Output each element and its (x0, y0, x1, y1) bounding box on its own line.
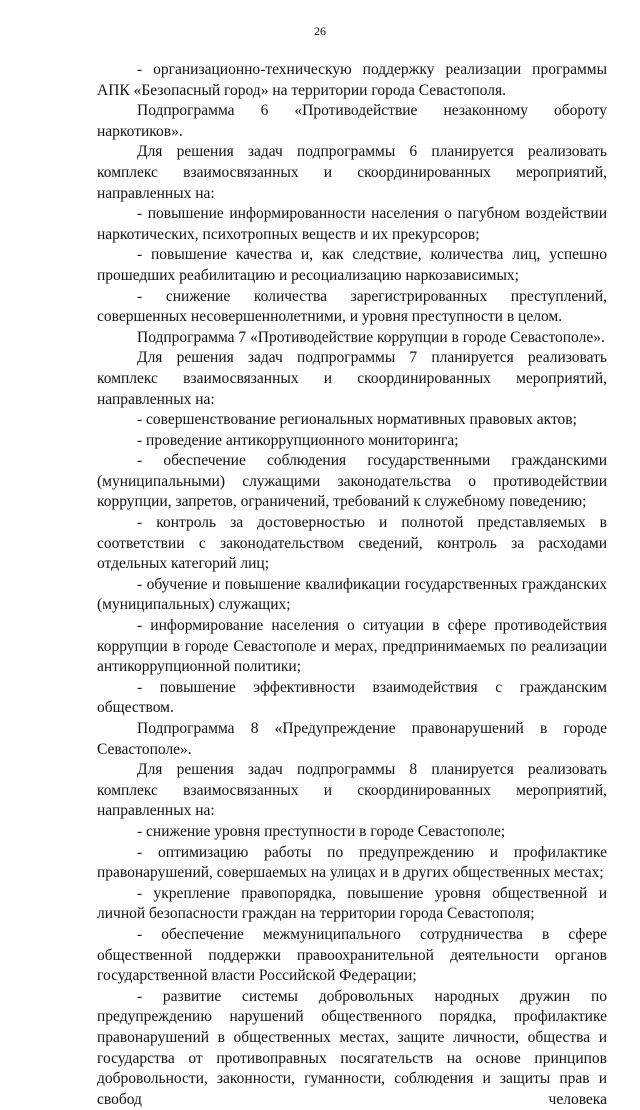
list-item: - обеспечение межмуниципального сотрудничества в сфере общественной поддержки правоохранительной деятельности органов государственной власти Российской Федерации; (97, 925, 607, 985)
paragraph-subprogram-8-intro: Для решения задач подпрограммы 8 планируется реализовать комплекс взаимосвязанных и скоординированных мероприятий, направленных на: (97, 761, 607, 820)
heading-subprogram-7: Подпрограмма 7 «Противодействие коррупции в городе Севастополе». (137, 328, 605, 346)
heading-subprogram-6: Подпрограмма 6 «Противодействие незаконному обороту наркотиков». (97, 102, 607, 140)
list-item: - оптимизацию работы по предупреждению и профилактике правонарушений, совершаемых на улицах и в других общественных местах; (97, 843, 607, 882)
list-item: - совершенствование региональных нормативных правовых актов; (137, 411, 577, 429)
list-item: - повышение информированности населения о пагубном воздействии наркотических, психотропных веществ и их прекурсоров; (97, 205, 607, 243)
list-item: - укрепление правопорядка, повышение уровня общественной и личной безопасности граждан на территории города Севастополя; (97, 884, 607, 923)
list-item: - обеспечение соблюдения государственными гражданскими (муниципальными) служащими законодательства о противодействии коррупции, запретов, ограничений, требований к служебному поведению; (97, 452, 607, 511)
list-item: - снижение количества зарегистрированных преступлений, совершенных несовершеннолетними, и уровня преступности в целом. (97, 287, 607, 326)
list-item: - информирование населения о ситуации в сфере противодействия коррупции в городе Севастополе и мерах, предпринимаемых по реализации антикоррупционной политики; (97, 617, 607, 676)
heading-subprogram-8: Подпрограмма 8 «Предупреждение правонарушений в городе Севастополе». (97, 720, 607, 758)
list-item: - развитие системы добровольных народных дружин по предупреждению нарушений общественного порядка, профилактике правонарушений в общественных местах, защите личности, общества и государства от противоправных посягательств на основе принципов добровольности, законности, гуманности, соблюдения и защиты прав и свобод человека (97, 987, 607, 1108)
paragraph-apk-support: - организационно-техническую поддержку реализации программы АПК «Безопасный город» на территории города Севастополя. (97, 61, 607, 99)
paragraph-subprogram-7-intro: Для решения задач подпрограммы 7 планируется реализовать комплекс взаимосвязанных и скоординированных мероприятий, направленных на: (97, 349, 607, 408)
list-item: - повышение эффективности взаимодействия с гражданским обществом. (97, 678, 607, 717)
document-body (97, 60, 607, 1110)
list-item: - снижение уровня преступности в городе Севастополе; (137, 822, 506, 840)
list-item: - повышение качества и, как следствие, количества лиц, успешно прошедших реабилитацию и ресоциализацию наркозависимых; (97, 246, 607, 284)
list-item: - обучение и повышение квалификации государственных гражданских (муниципальных) служащих; (97, 575, 607, 614)
list-item: - проведение антикоррупционного мониторинга; (137, 431, 459, 449)
list-item: - контроль за достоверностью и полнотой представляемых в соответствии с законодательством сведений, контроль за расходами отдельных категорий лиц; (97, 514, 607, 573)
paragraph-subprogram-6-intro: Для решения задач подпрограммы 6 планируется реализовать комплекс взаимосвязанных и скоординированных мероприятий, направленных на: (97, 143, 607, 202)
page-number: 26 (314, 24, 326, 38)
